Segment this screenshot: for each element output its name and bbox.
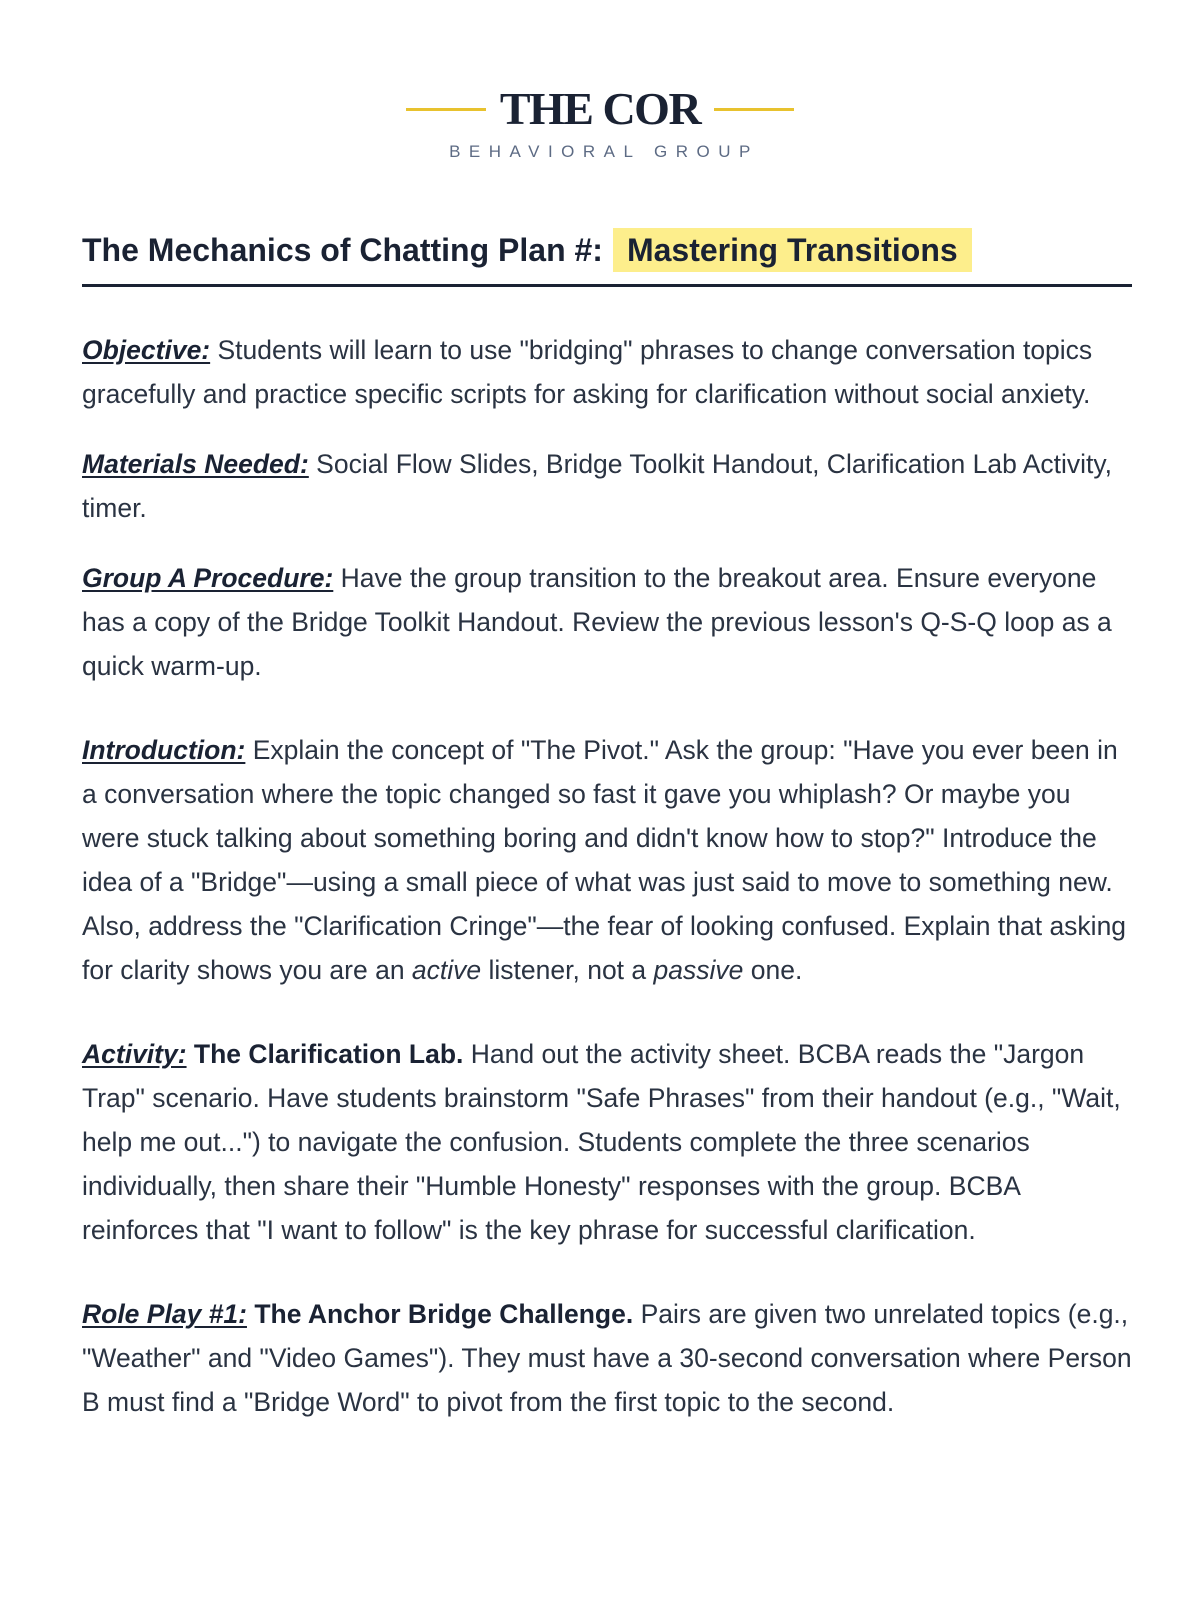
procedure-section [82, 556, 1132, 688]
objective-text: Students will learn to use "bridging" phrases to change conversation topics gracefully and practice specific scripts for asking for clarification without social anxiety. [82, 335, 1093, 409]
logo-subtitle: BEHAVIORAL GROUP [449, 142, 759, 161]
roleplay-section [82, 1292, 1132, 1424]
introduction-emphasis-active: active [411, 955, 482, 985]
logo-right-rule [714, 108, 794, 111]
introduction-text-1: Explain the concept of "The Pivot." Ask the group: "Have you ever been in a conversation where the topic changed so fast it gave you whiplash? Or maybe you were stuck talking about something boring and didn't know how to stop?" Introduce the idea of a "Bridge"—using a small piece of what was just said to move to something new. Also, address the "Clarification Cringe"—the fear of looking confused. Explain that asking for clarity shows you are an [82, 735, 1127, 985]
introduction-text-2: listener, not a [481, 955, 654, 985]
objective-section [82, 328, 1132, 416]
roleplay-text: Pairs are given two unrelated topics (e.g., "Weather" and "Video Games"). They must have a 30-second conversation where Person B must find a "Bridge Word" to pivot from the first topic to the second. [82, 1299, 1132, 1417]
procedure-text: Have the group transition to the breakout area. Ensure everyone has a copy of the Bridge Toolkit Handout. Review the previous lesson's Q-S-Q loop as a quick warm-up. [82, 563, 1112, 681]
introduction-section [82, 728, 1132, 992]
introduction-emphasis-passive: passive [653, 955, 744, 985]
logo-left-rule [406, 108, 486, 111]
plan-title-bar [82, 228, 1132, 287]
materials-section [82, 442, 1132, 530]
introduction-text-3: one. [743, 955, 803, 985]
activity-section [82, 1032, 1132, 1252]
objective-label: Objective: [82, 335, 211, 365]
materials-label: Materials Needed: [82, 449, 309, 479]
activity-label: Activity: [82, 1039, 187, 1069]
roleplay-label: Role Play #1: [82, 1299, 247, 1329]
plan-title-highlight: Mastering Transitions [613, 228, 972, 272]
plan-content [82, 328, 1132, 1424]
activity-text: Hand out the activity sheet. BCBA reads the "Jargon Trap" scenario. Have students brainstorm "Safe Phrases" from their handout (e.g., "Wait, help me out...") to navigate the confusion. Students complete the three scenarios individually, then share their "Humble Honesty" responses with the group. BCBA reinforces that "I want to follow" is the key phrase for successful clarification. [82, 1039, 1121, 1245]
plan-title: The Mechanics of Chatting Plan #: [82, 232, 603, 268]
logo-name: THE COR [499, 83, 701, 134]
logo-row [0, 82, 1200, 136]
roleplay-title: The Anchor Bridge Challenge. [246, 1299, 634, 1329]
activity-title: The Clarification Lab. [186, 1039, 464, 1069]
materials-text: Social Flow Slides, Bridge Toolkit Handout, Clarification Lab Activity, timer. [82, 449, 1113, 523]
procedure-label: Group A Procedure: [82, 563, 334, 593]
introduction-label: Introduction: [82, 735, 246, 765]
company-logo [0, 82, 1200, 162]
